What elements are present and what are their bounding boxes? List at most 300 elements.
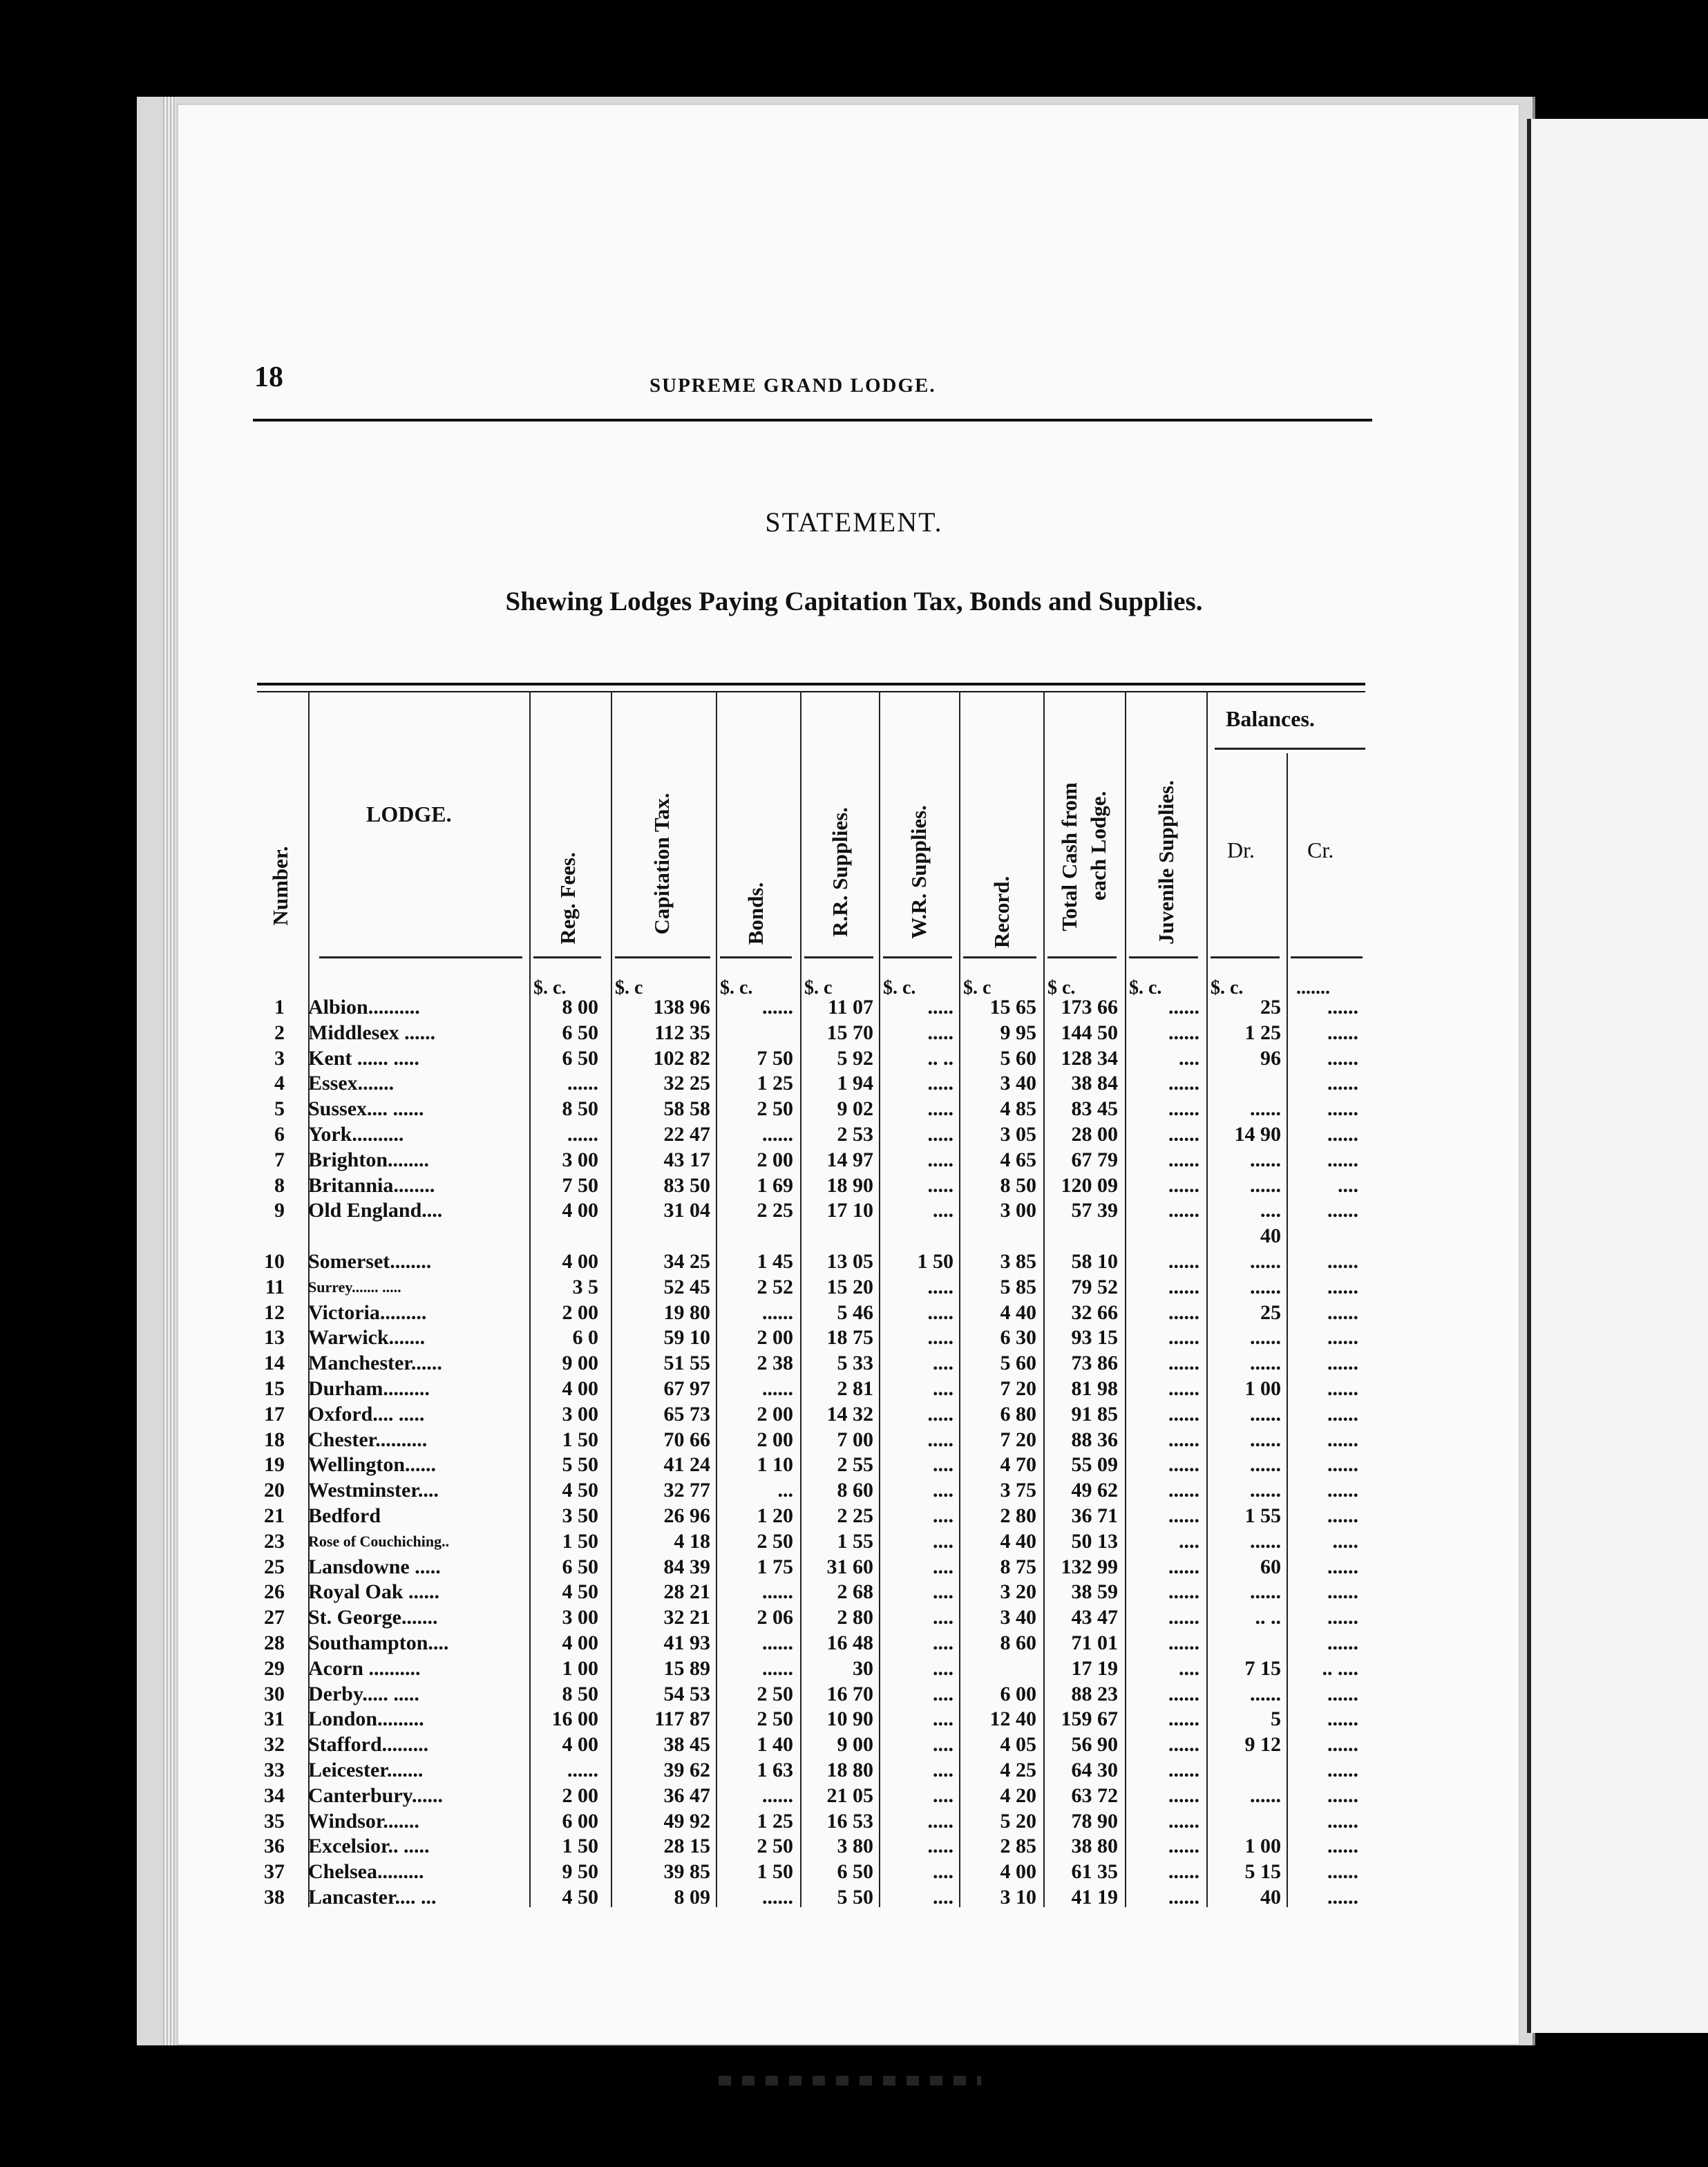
cell-bonds: 2 50 — [757, 1529, 793, 1553]
cell-number: 2 — [274, 1021, 285, 1044]
cell-juvenile: ...... — [1168, 1275, 1199, 1298]
cell-capitation-tax: 58 58 — [663, 1097, 710, 1121]
cell-dr: ...... — [1250, 1529, 1281, 1553]
cell-lodge: Victoria......... — [308, 1300, 427, 1324]
cell-bonds: 2 38 — [757, 1352, 793, 1375]
cell-dr: 1 00 — [1244, 1377, 1281, 1400]
cell-capitation-tax: 65 73 — [663, 1402, 710, 1426]
cell-bonds: 2 06 — [757, 1606, 793, 1629]
cell-rr-supplies: 1 55 — [837, 1529, 873, 1553]
unit-rr-supplies: $. c — [804, 977, 833, 999]
cell-rr-supplies: 2 81 — [837, 1377, 873, 1400]
cell-wr-supplies: .... — [933, 1504, 953, 1527]
cell-rr-supplies: 14 32 — [826, 1402, 873, 1426]
cell-wr-supplies: .... — [933, 1631, 953, 1654]
cell-bonds: ... — [777, 1479, 793, 1502]
unit-bonds: $. c. — [720, 977, 753, 999]
cell-dr: 5 15 — [1244, 1860, 1281, 1884]
cell-total-cash: 32 66 — [1071, 1300, 1118, 1324]
cell-wr-supplies: .... — [933, 1783, 953, 1807]
cell-wr-supplies: ..... — [927, 1326, 953, 1350]
cell-cr: ...... — [1327, 996, 1358, 1019]
header-underline — [533, 956, 601, 958]
cell-lodge: London......... — [308, 1707, 424, 1731]
cell-cr: ...... — [1327, 1835, 1358, 1858]
cell-lodge: Durham......... — [308, 1377, 430, 1400]
cell-cr: ...... — [1327, 1097, 1358, 1121]
cell-reg-fees: 1 50 — [562, 1835, 598, 1858]
cell-dr: ...... — [1250, 1352, 1281, 1375]
cell-cr: ...... — [1327, 1759, 1358, 1781]
cell-record: 9 95 — [1000, 1021, 1036, 1044]
header-underline — [883, 956, 952, 958]
cell-wr-supplies: .... — [933, 1529, 953, 1553]
cell-bonds: 1 45 — [757, 1250, 793, 1273]
cell-total-cash: 36 71 — [1071, 1504, 1118, 1527]
header-underline — [615, 956, 710, 958]
cell-rr-supplies: 2 55 — [837, 1453, 873, 1477]
cell-cr: ...... — [1327, 1300, 1358, 1324]
cell-record: 7 20 — [1000, 1377, 1036, 1400]
header-underline — [1291, 956, 1363, 958]
cell-rr-supplies: 5 33 — [837, 1352, 873, 1375]
unit-total-cash: $ c. — [1047, 977, 1076, 999]
header-underline — [963, 956, 1036, 958]
cell-record: 5 60 — [1000, 1046, 1036, 1070]
cell-cr: ...... — [1327, 1886, 1358, 1909]
cell-juvenile: ...... — [1168, 1886, 1199, 1909]
cell-record: 3 10 — [1000, 1886, 1036, 1909]
cell-capitation-tax: 28 15 — [663, 1835, 710, 1858]
cell-capitation-tax: 49 92 — [663, 1809, 710, 1833]
header-total-cash-line1: Total Cash from — [1057, 782, 1081, 931]
cell-wr-supplies: ..... — [927, 1402, 953, 1426]
cell-juvenile: ...... — [1168, 1783, 1199, 1807]
cell-juvenile: ...... — [1168, 1199, 1199, 1222]
cell-capitation-tax: 83 50 — [663, 1173, 710, 1197]
header-bonds: Bonds. — [743, 882, 768, 945]
cell-bonds: 1 40 — [757, 1733, 793, 1757]
unit-juvenile-supplies: $. c. — [1129, 977, 1162, 999]
cell-juvenile: ...... — [1168, 1504, 1199, 1527]
cell-lodge: St. George....... — [308, 1606, 438, 1629]
column-divider — [1125, 691, 1126, 1907]
bleed-through-marks — [719, 2076, 981, 2085]
cell-lodge: Rose of Couchiching.. — [308, 1532, 450, 1550]
cell-number: 14 — [264, 1352, 285, 1375]
page-edge — [163, 97, 175, 2045]
header-underline — [1211, 956, 1280, 958]
cell-capitation-tax: 39 62 — [663, 1759, 710, 1781]
cell-total-cash: 64 30 — [1071, 1759, 1118, 1781]
cell-capitation-tax: 51 55 — [663, 1352, 710, 1375]
cell-capitation-tax: 15 89 — [663, 1656, 710, 1680]
cell-rr-supplies: 30 — [853, 1656, 873, 1680]
cell-juvenile: ...... — [1168, 1300, 1199, 1324]
cell-reg-fees: 2 00 — [562, 1783, 598, 1807]
cell-reg-fees: 4 00 — [562, 1250, 598, 1273]
cell-dr: ...... — [1250, 1097, 1281, 1121]
cell-reg-fees: ...... — [567, 1123, 598, 1146]
cell-number: 3 — [274, 1046, 285, 1070]
cell-cr: ...... — [1327, 1402, 1358, 1426]
cell-record: 2 85 — [1000, 1835, 1036, 1858]
cell-reg-fees: 3 50 — [562, 1504, 598, 1527]
cell-capitation-tax: 4 18 — [674, 1529, 710, 1553]
cell-rr-supplies: 1 94 — [837, 1072, 873, 1095]
cell-total-cash: 58 10 — [1071, 1250, 1118, 1273]
header-underline — [319, 956, 522, 958]
cell-bonds: 2 52 — [757, 1275, 793, 1298]
cell-rr-supplies: 14 97 — [826, 1148, 873, 1171]
cell-juvenile: ...... — [1168, 1173, 1199, 1197]
cell-total-cash: 38 84 — [1071, 1072, 1118, 1095]
cell-reg-fees: 6 50 — [562, 1021, 598, 1044]
cell-wr-supplies: .... — [933, 1733, 953, 1757]
cell-cr: ...... — [1327, 1707, 1358, 1731]
cell-juvenile: ...... — [1168, 1606, 1199, 1629]
cell-juvenile: ...... — [1168, 1250, 1199, 1273]
cell-juvenile: ...... — [1168, 1682, 1199, 1705]
cell-rr-supplies: 21 05 — [826, 1783, 873, 1807]
cell-number: 4 — [274, 1072, 285, 1095]
cell-rr-supplies: 16 70 — [826, 1682, 873, 1705]
cell-rr-supplies: 2 68 — [837, 1580, 873, 1604]
cell-number: 38 — [264, 1886, 285, 1909]
cell-reg-fees: 9 50 — [562, 1860, 598, 1884]
cell-wr-supplies: ..... — [927, 1097, 953, 1121]
cell-number: 25 — [264, 1555, 285, 1578]
cell-lodge: Excelsior.. ..... — [308, 1835, 430, 1858]
cell-wr-supplies: .... — [933, 1377, 953, 1400]
cell-wr-supplies: .... — [933, 1656, 953, 1680]
cell-cr: ...... — [1327, 1809, 1358, 1833]
cell-wr-supplies: ..... — [927, 996, 953, 1019]
cell-rr-supplies: 2 53 — [837, 1123, 873, 1146]
cell-total-cash: 55 09 — [1071, 1453, 1118, 1477]
cell-record: 4 00 — [1000, 1860, 1036, 1884]
cell-total-cash: 17 19 — [1071, 1656, 1118, 1680]
cell-dr: 40 — [1260, 1224, 1281, 1248]
cell-dr: 7 15 — [1244, 1656, 1281, 1680]
cell-rr-supplies: 18 90 — [826, 1173, 873, 1197]
cell-bonds: ...... — [762, 996, 793, 1019]
cell-dr: 9 12 — [1244, 1733, 1281, 1757]
cell-lodge: Somerset........ — [308, 1250, 432, 1273]
cell-juvenile: ...... — [1168, 1097, 1199, 1121]
cell-dr: ...... — [1250, 1479, 1281, 1502]
cell-bonds: 2 00 — [757, 1402, 793, 1426]
cell-lodge: Stafford......... — [308, 1733, 429, 1757]
cell-number: 35 — [264, 1809, 285, 1833]
cell-capitation-tax: 36 47 — [663, 1783, 710, 1807]
cell-dr: ...... — [1250, 1148, 1281, 1171]
cell-total-cash: 63 72 — [1071, 1783, 1118, 1807]
cell-juvenile: ...... — [1168, 1835, 1199, 1858]
header-underline — [804, 956, 873, 958]
cell-bonds: 1 10 — [757, 1453, 793, 1477]
cell-capitation-tax: 8 09 — [674, 1886, 710, 1909]
cell-cr: ...... — [1327, 1199, 1358, 1222]
cell-capitation-tax: 32 25 — [663, 1072, 710, 1095]
cell-number: 9 — [274, 1199, 285, 1222]
header-dr: Dr. — [1227, 838, 1255, 862]
cell-wr-supplies: .... — [933, 1479, 953, 1502]
cell-number: 12 — [264, 1300, 285, 1324]
cell-total-cash: 56 90 — [1071, 1733, 1118, 1757]
cell-lodge: Acorn .......... — [308, 1656, 421, 1680]
cell-cr: ...... — [1327, 1733, 1358, 1757]
cell-bonds: ...... — [762, 1886, 793, 1909]
cell-wr-supplies: .... — [933, 1682, 953, 1705]
column-divider — [529, 691, 531, 1907]
running-head: SUPREME GRAND LODGE. — [649, 375, 936, 397]
column-divider — [879, 691, 880, 1907]
cell-record: 2 80 — [1000, 1504, 1036, 1527]
cell-total-cash: 78 90 — [1071, 1809, 1118, 1833]
cell-wr-supplies: 1 50 — [917, 1250, 953, 1273]
unit-reg-fees: $. c. — [533, 977, 567, 999]
cell-rr-supplies: 5 92 — [837, 1046, 873, 1070]
header-juvenile-supplies: Juvenile Supplies. — [1154, 780, 1178, 945]
unit-record: $. c — [963, 977, 991, 999]
cell-record: 6 00 — [1000, 1682, 1036, 1705]
cell-lodge: Brighton........ — [308, 1148, 430, 1171]
cell-capitation-tax: 59 10 — [663, 1326, 710, 1350]
column-divider — [800, 691, 801, 1907]
cell-number: 30 — [264, 1682, 285, 1705]
cell-number: 15 — [264, 1377, 285, 1400]
cell-lodge: Chelsea......... — [308, 1860, 424, 1884]
cell-juvenile: ...... — [1168, 1860, 1199, 1884]
cell-juvenile: .... — [1179, 1046, 1199, 1070]
cell-total-cash: 173 66 — [1061, 996, 1118, 1019]
unit-dr: $. c. — [1211, 977, 1244, 999]
cell-total-cash: 91 85 — [1071, 1402, 1118, 1426]
cell-number: 18 — [264, 1428, 285, 1451]
cell-rr-supplies: 18 75 — [826, 1326, 873, 1350]
cell-dr: ...... — [1250, 1275, 1281, 1298]
cell-record: 4 70 — [1000, 1453, 1036, 1477]
cell-cr: ..... — [1332, 1529, 1358, 1553]
cell-wr-supplies: .... — [933, 1707, 953, 1731]
cell-lodge: Wellington...... — [308, 1453, 437, 1477]
cell-reg-fees: 2 00 — [562, 1300, 598, 1324]
cell-capitation-tax: 117 87 — [654, 1707, 710, 1731]
header-number: Number. — [268, 846, 292, 926]
cell-rr-supplies: 5 50 — [837, 1886, 873, 1909]
cell-rr-supplies: 16 53 — [826, 1809, 873, 1833]
cell-total-cash: 83 45 — [1071, 1097, 1118, 1121]
cell-cr: ...... — [1327, 1021, 1358, 1044]
cell-number: 1 — [274, 996, 285, 1019]
cell-cr: ...... — [1327, 1606, 1358, 1629]
cell-bonds: 2 50 — [757, 1835, 793, 1858]
cell-bonds: 2 25 — [757, 1199, 793, 1222]
cell-record: 8 50 — [1000, 1173, 1036, 1197]
cell-cr: ...... — [1327, 1783, 1358, 1807]
cell-rr-supplies: 8 60 — [837, 1479, 873, 1502]
cell-record: 3 40 — [1000, 1072, 1036, 1095]
cell-wr-supplies: ..... — [927, 1123, 953, 1146]
cell-capitation-tax: 138 96 — [653, 996, 710, 1019]
cell-juvenile: ...... — [1168, 1707, 1199, 1731]
cell-bonds: 1 25 — [757, 1809, 793, 1833]
cell-wr-supplies: .. .. — [927, 1046, 953, 1070]
cell-capitation-tax: 84 39 — [663, 1555, 710, 1578]
cell-number: 8 — [274, 1173, 285, 1197]
cell-juvenile: ...... — [1168, 1453, 1199, 1477]
cell-record: 3 00 — [1000, 1199, 1036, 1222]
cell-total-cash: 41 19 — [1071, 1886, 1118, 1909]
cell-record: 8 75 — [1000, 1555, 1036, 1578]
cell-number: 32 — [264, 1733, 285, 1757]
cell-total-cash: 144 50 — [1061, 1021, 1118, 1044]
cell-wr-supplies: .... — [933, 1352, 953, 1375]
cell-juvenile: ...... — [1168, 1428, 1199, 1451]
cell-capitation-tax: 43 17 — [663, 1148, 710, 1171]
header-rr-supplies: R.R. Supplies. — [828, 807, 852, 937]
cell-number: 37 — [264, 1860, 285, 1884]
cell-reg-fees: 6 50 — [562, 1046, 598, 1070]
cell-number: 29 — [264, 1656, 285, 1680]
cell-juvenile: .... — [1179, 1656, 1199, 1680]
cell-bonds: 1 50 — [757, 1860, 793, 1884]
cell-wr-supplies: ..... — [927, 1148, 953, 1171]
cell-record: 8 60 — [1000, 1631, 1036, 1654]
header-rule — [253, 419, 1372, 422]
cell-dr: 25 — [1260, 1300, 1281, 1324]
cell-cr: ...... — [1327, 1123, 1358, 1146]
cell-total-cash: 88 23 — [1071, 1682, 1118, 1705]
cell-dr: 5 — [1271, 1707, 1281, 1731]
cell-lodge: Derby..... ..... — [308, 1682, 419, 1705]
cell-bonds: ...... — [762, 1656, 793, 1680]
cell-wr-supplies: ..... — [927, 1173, 953, 1197]
cell-wr-supplies: .... — [933, 1453, 953, 1477]
cell-cr: ...... — [1327, 1453, 1358, 1477]
cell-juvenile: ...... — [1168, 1402, 1199, 1426]
cell-record: 4 40 — [1000, 1529, 1036, 1553]
cell-rr-supplies: 15 20 — [826, 1275, 873, 1298]
header-underline — [720, 956, 792, 958]
header-reg-fees: Reg. Fees. — [556, 852, 580, 945]
cell-cr: ...... — [1327, 1555, 1358, 1578]
cell-rr-supplies: 5 46 — [837, 1300, 873, 1324]
cell-record: 6 80 — [1000, 1402, 1036, 1426]
cell-bonds: ...... — [762, 1123, 793, 1146]
cell-lodge: Warwick....... — [308, 1326, 426, 1350]
cell-rr-supplies: 9 00 — [837, 1733, 873, 1757]
cell-wr-supplies: .... — [933, 1555, 953, 1578]
cell-cr: ...... — [1327, 1377, 1358, 1400]
cell-rr-supplies: 17 10 — [826, 1199, 873, 1222]
cell-reg-fees: 4 00 — [562, 1631, 598, 1654]
cell-wr-supplies: ..... — [927, 1021, 953, 1044]
column-divider — [1206, 691, 1208, 1907]
cell-number: 26 — [264, 1580, 285, 1604]
header-total-cash-line2: each Lodge. — [1086, 791, 1110, 901]
cell-capitation-tax: 31 04 — [663, 1199, 710, 1222]
cell-total-cash: 43 47 — [1071, 1606, 1118, 1629]
cell-bonds: ...... — [762, 1580, 793, 1604]
cell-cr: ...... — [1327, 1479, 1358, 1502]
cell-number: 20 — [264, 1479, 285, 1502]
cell-juvenile: ...... — [1168, 1148, 1199, 1171]
cell-dr: 1 00 — [1244, 1835, 1281, 1858]
cell-number: 27 — [264, 1606, 285, 1629]
page-number: 18 — [254, 361, 283, 393]
cell-total-cash: 49 62 — [1071, 1479, 1118, 1502]
cell-cr: .... — [1338, 1173, 1358, 1197]
cell-total-cash: 88 36 — [1071, 1428, 1118, 1451]
cell-dr: ...... — [1250, 1580, 1281, 1604]
cell-reg-fees: ...... — [567, 1759, 598, 1781]
header-cr: Cr. — [1307, 838, 1334, 862]
cell-lodge: Middlesex ...... — [308, 1021, 436, 1044]
cell-juvenile: .... — [1179, 1529, 1199, 1553]
header-lodge: LODGE. — [366, 802, 452, 826]
cell-cr: ...... — [1327, 1250, 1358, 1273]
cell-capitation-tax: 38 45 — [663, 1733, 710, 1757]
cell-cr: .. .... — [1322, 1656, 1358, 1680]
cell-capitation-tax: 32 77 — [663, 1479, 710, 1502]
cell-capitation-tax: 67 97 — [663, 1377, 710, 1400]
column-divider — [1287, 753, 1288, 1907]
cell-record: 4 20 — [1000, 1783, 1036, 1807]
cell-record: 7 20 — [1000, 1428, 1036, 1451]
cell-number: 10 — [264, 1250, 285, 1273]
cell-dr: ...... — [1250, 1173, 1281, 1197]
cell-reg-fees: 9 00 — [562, 1352, 598, 1375]
cell-wr-supplies: .... — [933, 1759, 953, 1781]
cell-record: 12 40 — [989, 1707, 1036, 1731]
cell-lodge: Leicester....... — [308, 1759, 424, 1781]
cell-lodge: Britannia........ — [308, 1173, 435, 1197]
cell-bonds: 2 00 — [757, 1428, 793, 1451]
cell-record: 3 05 — [1000, 1123, 1036, 1146]
cell-lodge: York.......... — [308, 1123, 404, 1146]
cell-number: 13 — [264, 1326, 285, 1350]
cell-number: 19 — [264, 1453, 285, 1477]
cell-lodge: Lancaster.... ... — [308, 1886, 437, 1909]
cell-bonds: 1 75 — [757, 1555, 793, 1578]
header-balances: Balances. — [1226, 706, 1315, 731]
cell-lodge: Old England.... — [308, 1199, 443, 1222]
cell-cr: ...... — [1327, 1072, 1358, 1095]
cell-total-cash: 120 09 — [1061, 1173, 1118, 1197]
cell-reg-fees: 1 50 — [562, 1428, 598, 1451]
cell-record: 4 05 — [1000, 1733, 1036, 1757]
cell-wr-supplies: .... — [933, 1580, 953, 1604]
cell-dr: .. .. — [1255, 1606, 1281, 1629]
cell-juvenile: ...... — [1168, 1326, 1199, 1350]
cell-record: 3 75 — [1000, 1479, 1036, 1502]
cell-wr-supplies: .... — [933, 1860, 953, 1884]
cell-bonds: 1 20 — [757, 1504, 793, 1527]
cell-total-cash: 159 67 — [1061, 1707, 1118, 1731]
cell-juvenile: ...... — [1168, 1809, 1199, 1833]
cell-reg-fees: 1 50 — [562, 1529, 598, 1553]
cell-juvenile: ...... — [1168, 1123, 1199, 1146]
cell-capitation-tax: 52 45 — [663, 1275, 710, 1298]
cell-total-cash: 79 52 — [1071, 1275, 1118, 1298]
cell-reg-fees: ...... — [567, 1072, 598, 1095]
cell-record: 3 40 — [1000, 1606, 1036, 1629]
cell-record: 6 30 — [1000, 1326, 1036, 1350]
cell-cr: ...... — [1327, 1580, 1358, 1604]
header-capitation-tax: Capitation Tax. — [649, 793, 674, 935]
